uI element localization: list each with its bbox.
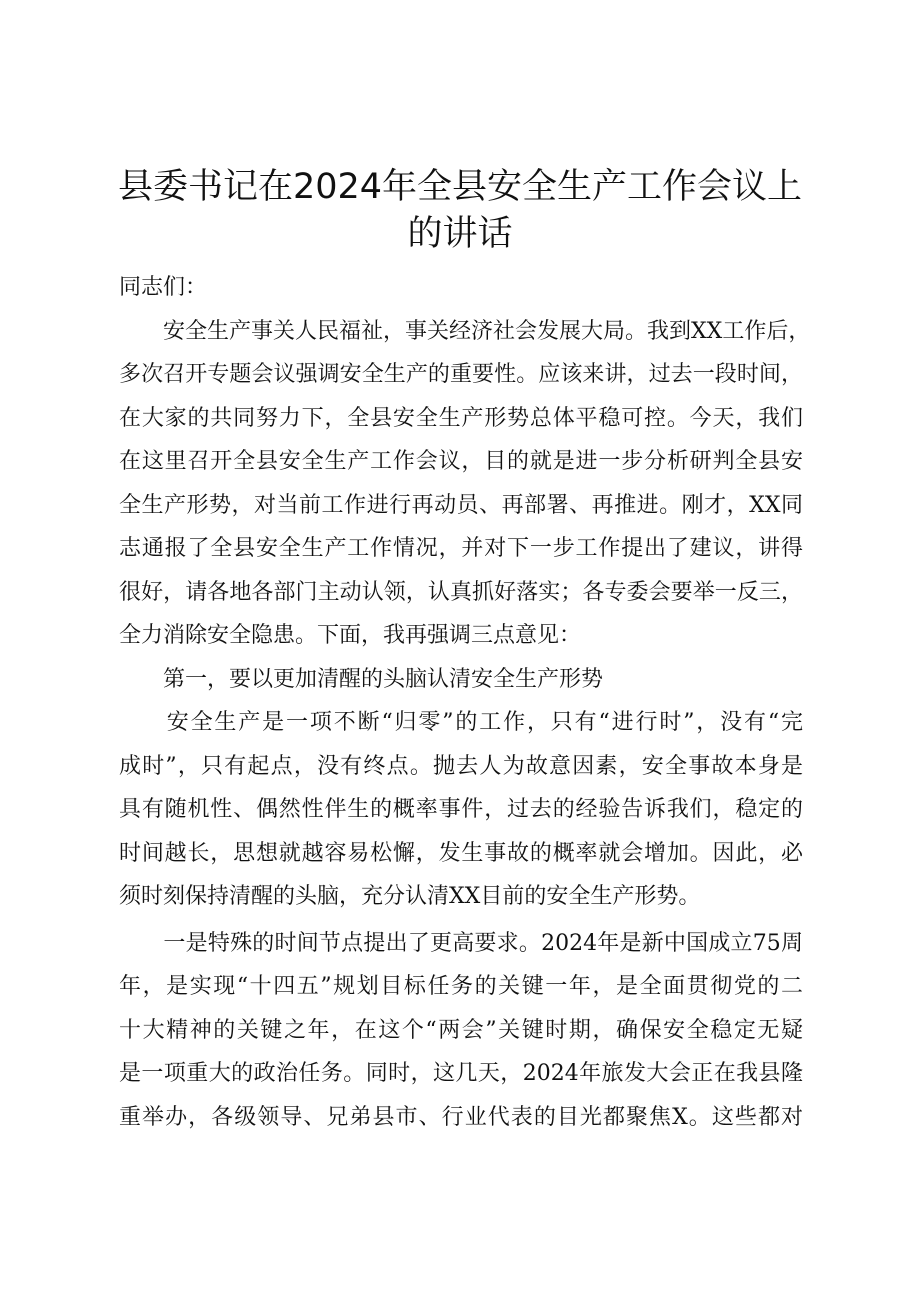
paragraph-section-1 bbox=[119, 701, 803, 919]
paragraph-line: 是一项重大的政治任务。同时，这几天，2024年旅发大会正在我县隆 bbox=[119, 1061, 803, 1086]
paragraph-line: 安全生产是一项不断“归零”的工作，只有“进行时”，没有“完 bbox=[119, 710, 803, 735]
paragraph-line: 一是特殊的时间节点提出了更高要求。2024年是新中国成立75周 bbox=[119, 930, 803, 956]
section-heading-text: 第一，要以更加清醒的头脑认清安全生产形势 bbox=[119, 666, 604, 692]
paragraph-line: 很好，请各地各部门主动认领，认真抓好落实；各专委会要举一反三， bbox=[119, 579, 803, 605]
paragraph-line: 成时”，只有起点，没有终点。抛去人为故意因素，安全事故本身是 bbox=[119, 753, 803, 779]
document-body bbox=[119, 266, 811, 1139]
paragraph-point-1 bbox=[119, 922, 803, 1140]
section-heading-1 bbox=[119, 658, 803, 702]
paragraph-line: 在这里召开全县安全生产工作会议，目的就是进一步分析研判全县安 bbox=[119, 449, 803, 474]
paragraph-line: 具有随机性、偶然性伴生的概率事件，过去的经验告诉我们，稳定的 bbox=[119, 797, 803, 822]
paragraph-line: 重举办，各级领导、兄弟县市、行业代表的目光都聚焦X。这些都对 bbox=[119, 1104, 803, 1130]
document-title bbox=[100, 164, 820, 258]
paragraph-line: 多次召开专题会议强调安全生产的重要性。应该来讲，过去一段时间， bbox=[119, 362, 803, 387]
paragraph-line: 全力消除安全隐患。下面，我再强调三点意见： bbox=[119, 623, 582, 648]
paragraph-line: 时间越长，思想就越容易松懈，发生事故的概率就会增加。因此，必 bbox=[119, 840, 803, 866]
title-line-2: 的讲话 bbox=[407, 214, 513, 254]
paragraph-line: 安全生产事关人民福祉，事关经济社会发展大局。我到XX工作后， bbox=[119, 318, 811, 344]
salutation: 同志们： bbox=[119, 275, 208, 300]
paragraph-intro bbox=[119, 310, 811, 658]
paragraph-line: 须时刻保持清醒的头脑，充分认清XX目前的安全生产形势。 bbox=[119, 884, 701, 909]
paragraph-line: 年，是实现“十四五”规划目标任务的关键一年，是全面贯彻党的二 bbox=[119, 974, 803, 999]
paragraph-line: 全生产形势，对当前工作进行再动员、再部署、再推进。刚才，XX同 bbox=[119, 492, 803, 518]
title-line-1: 县委书记在2024年全县安全生产工作会议上 bbox=[117, 167, 803, 207]
paragraph-line: 十大精神的关键之年，在这个“两会”关键时期，确保安全稳定无疑 bbox=[119, 1017, 803, 1043]
paragraph-line: 在大家的共同努力下，全县安全生产形势总体平稳可控。今天，我们 bbox=[119, 405, 803, 431]
paragraph-line: 志通报了全县安全生产工作情况，并对下一步工作提出了建议，讲得 bbox=[119, 536, 803, 561]
